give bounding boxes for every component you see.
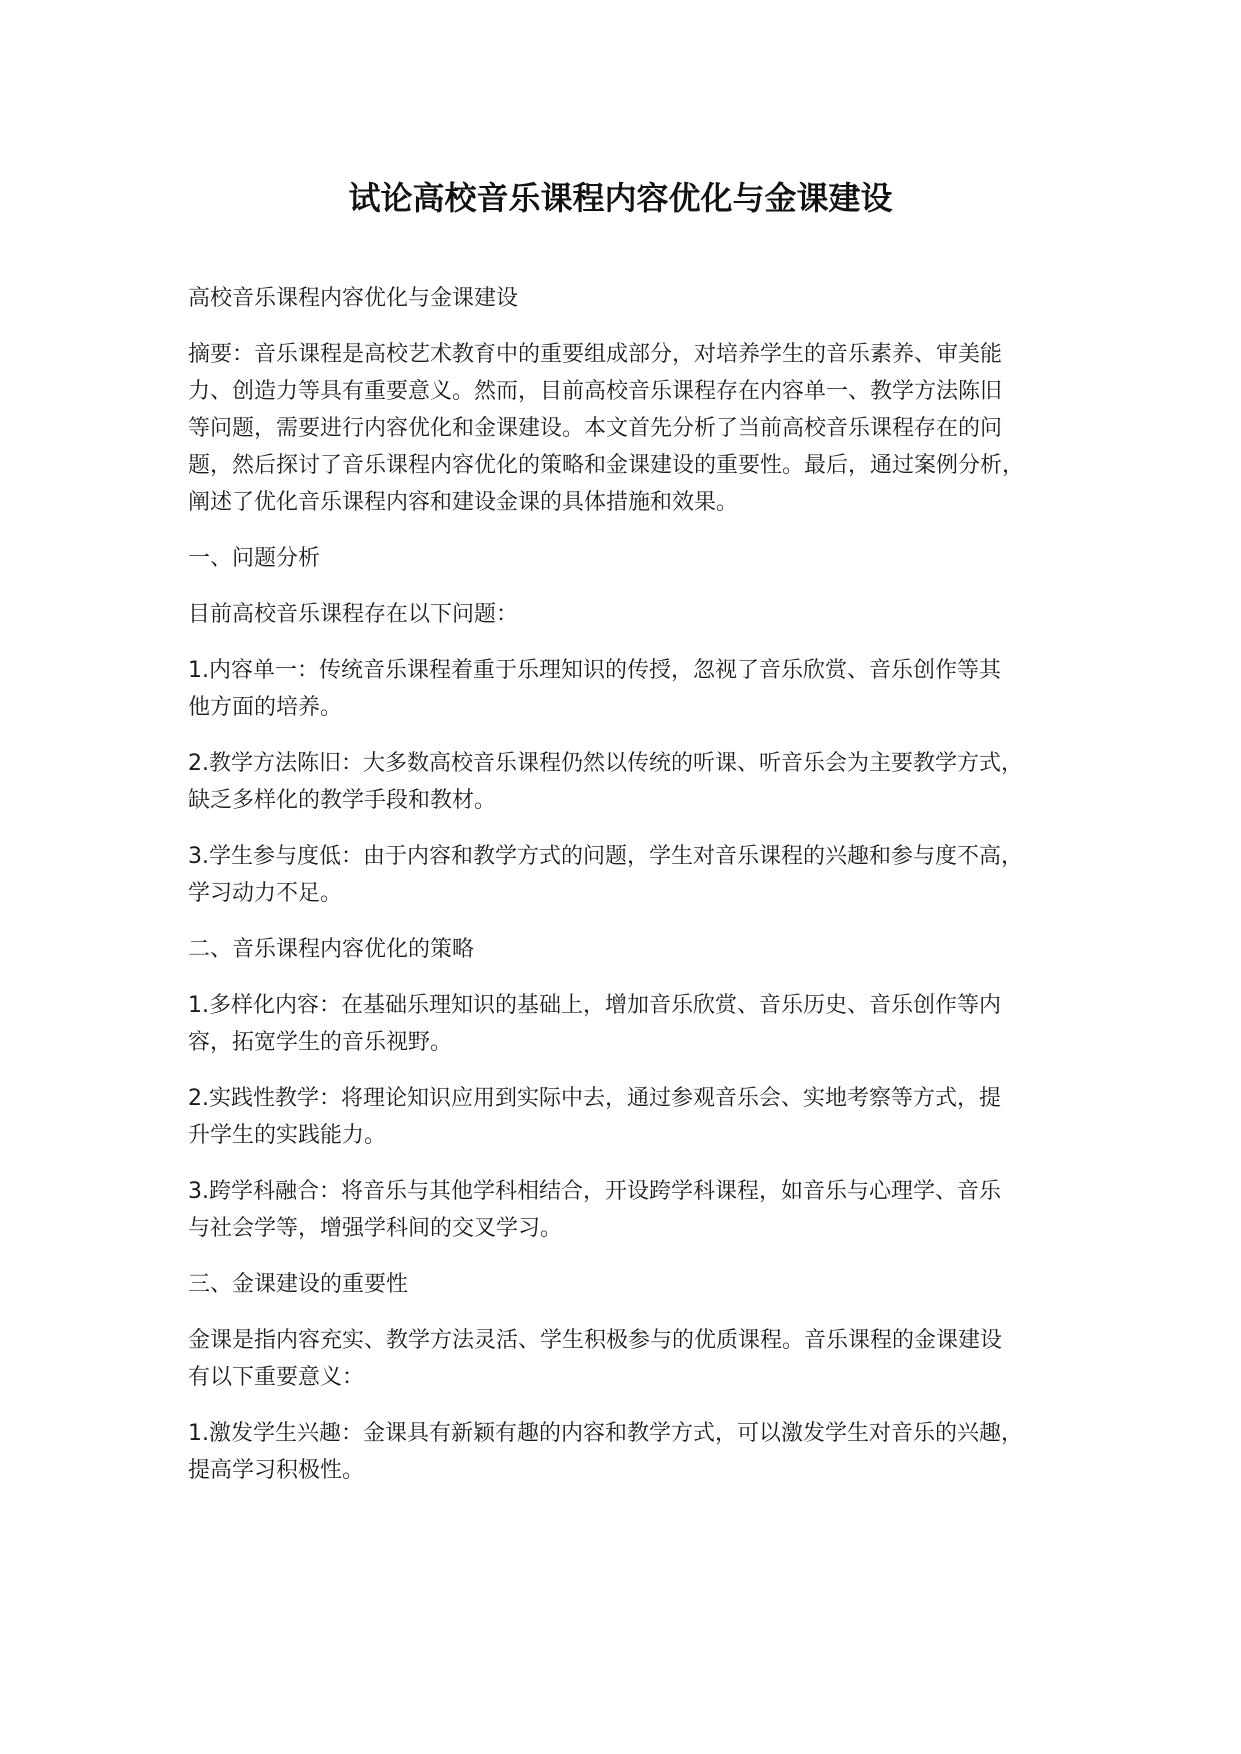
paragraph-line: 一、问题分析 [188,546,321,571]
paragraph-line: 力、创造力等具有重要意义。然而，目前高校音乐课程存在内容单一、教学方法陈旧 [188,379,1003,404]
paragraph [188,745,1086,819]
paragraph [188,652,1086,726]
paragraph-line: 他方面的培养。 [188,695,343,720]
paragraph-line: 1.多样化内容：在基础乐理知识的基础上，增加音乐欣赏、音乐历史、音乐创作等内 [188,993,1001,1018]
document-body [188,280,1086,1508]
paragraph-line: 目前高校音乐课程存在以下问题： [188,602,519,627]
paragraph-line: 二、音乐课程内容优化的策略 [188,937,475,962]
paragraph-line: 等问题，需要进行内容优化和金课建设。本文首先分析了当前高校音乐课程存在的问 [188,416,1003,441]
paragraph [188,596,1086,633]
paragraph [188,1080,1086,1154]
paragraph [188,1266,1086,1303]
paragraph-line: 缺乏多样化的教学手段和教材。 [188,788,497,813]
paragraph-line: 容，拓宽学生的音乐视野。 [188,1030,453,1055]
paragraph [188,1173,1086,1247]
paragraph-line: 三、金课建设的重要性 [188,1272,409,1297]
paragraph [188,1415,1086,1489]
paragraph [188,987,1086,1061]
paragraph-line: 与社会学等，增强学科间的交叉学习。 [188,1216,563,1241]
paragraph-line: 有以下重要意义： [188,1365,365,1390]
paragraph [188,280,1086,317]
paragraph-line: 升学生的实践能力。 [188,1123,387,1148]
paragraph-line: 摘要：音乐课程是高校艺术教育中的重要组成部分，对培养学生的音乐素养、审美能 [188,342,1003,367]
paragraph [188,336,1086,521]
paragraph-line: 阐述了优化音乐课程内容和建设金课的具体措施和效果。 [188,490,739,515]
paragraph-line: 3.跨学科融合：将音乐与其他学科相结合，开设跨学科课程，如音乐与心理学、音乐 [188,1179,1001,1204]
paragraph [188,540,1086,577]
paragraph-line: 高校音乐课程内容优化与金课建设 [188,286,519,311]
paragraph-line: 学习动力不足。 [188,881,343,906]
paragraph-line: 1.激发学生兴趣：金课具有新颖有趣的内容和教学方式，可以激发学生对音乐的兴趣， [188,1421,1023,1446]
paragraph [188,931,1086,968]
paragraph-line: 2.实践性教学：将理论知识应用到实际中去，通过参观音乐会、实地考察等方式，提 [188,1086,1001,1111]
paragraph [188,1322,1086,1396]
paragraph-line: 3.学生参与度低：由于内容和教学方式的问题，学生对音乐课程的兴趣和参与度不高， [188,844,1023,869]
document-title: 试论高校音乐课程内容优化与金课建设 [348,179,893,217]
paragraph-line: 1.内容单一：传统音乐课程着重于乐理知识的传授，忽视了音乐欣赏、音乐创作等其 [188,658,1001,683]
paragraph-line: 题，然后探讨了音乐课程内容优化的策略和金课建设的重要性。最后，通过案例分析， [188,453,1025,478]
paragraph-line: 金课是指内容充实、教学方法灵活、学生积极参与的优质课程。音乐课程的金课建设 [188,1328,1003,1353]
paragraph-line: 2.教学方法陈旧：大多数高校音乐课程仍然以传统的听课、听音乐会为主要教学方式， [188,751,1023,776]
paragraph [188,838,1086,912]
paragraph-line: 提高学习积极性。 [188,1458,365,1483]
